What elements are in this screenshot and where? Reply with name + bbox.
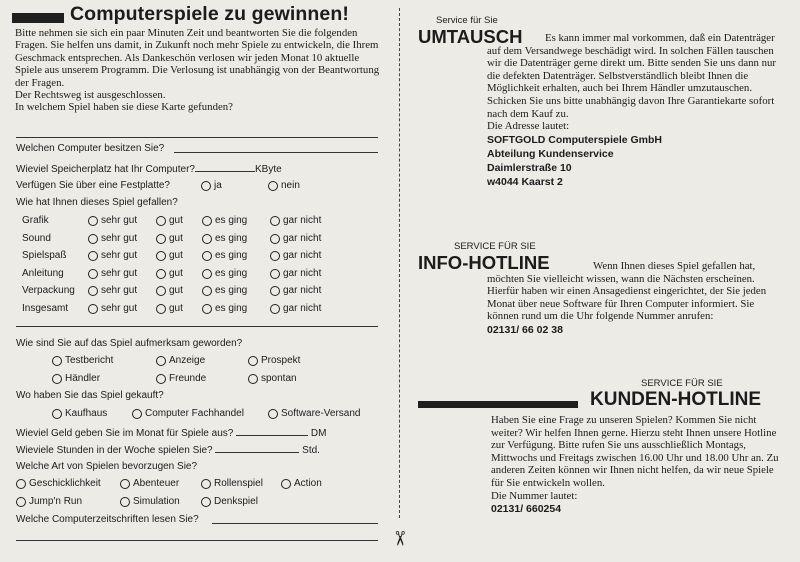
rating-option[interactable] xyxy=(202,233,247,245)
genre-abenteuer[interactable] xyxy=(120,478,179,490)
option-label: Jump'n Run xyxy=(29,496,83,507)
rating-option[interactable] xyxy=(156,303,183,315)
genre-action[interactable] xyxy=(281,478,322,490)
radio-circle[interactable] xyxy=(281,479,291,489)
rating-option[interactable] xyxy=(88,215,137,227)
radio-circle[interactable] xyxy=(156,269,166,279)
option-label: gar nicht xyxy=(283,215,322,226)
option-label: sehr gut xyxy=(101,285,138,296)
hours-unit: Std. xyxy=(302,445,320,456)
title-bar xyxy=(12,13,64,23)
option-label: es ging xyxy=(215,268,248,279)
radio-circle[interactable] xyxy=(202,286,212,296)
option-label: Prospekt xyxy=(261,355,301,366)
bought-fachhandel[interactable] xyxy=(132,408,244,420)
q-hours xyxy=(16,443,320,457)
radio-circle[interactable] xyxy=(120,497,130,507)
radio-circle[interactable] xyxy=(156,234,166,244)
rating-option[interactable] xyxy=(156,233,183,245)
radio-circle[interactable] xyxy=(88,269,98,279)
option-label: sehr gut xyxy=(101,268,138,279)
rating-option[interactable] xyxy=(270,285,321,297)
radio-circle[interactable] xyxy=(88,234,98,244)
rating-option[interactable] xyxy=(270,233,321,245)
kunden-heading: KUNDEN-HOTLINE xyxy=(590,389,761,410)
rating-option[interactable] xyxy=(88,303,137,315)
option-label: gut xyxy=(169,250,183,261)
option-label: es ging xyxy=(215,303,248,314)
attention-haendler[interactable] xyxy=(52,373,100,385)
hours-field[interactable] xyxy=(215,443,299,453)
radio-circle[interactable] xyxy=(270,269,280,279)
option-label: Testbericht xyxy=(65,355,114,366)
harddisk-no[interactable] xyxy=(268,180,300,192)
memory-field[interactable] xyxy=(195,162,255,172)
intro-paragraph: Bitte nehmen sie sich ein paar Minuten Zeit und beantworten Sie die folgenden Fragen. Sie helfen uns damit, in Zukunft noch mehr Spiele zu entwickeln, die Ihrem Geschmack entsprechen. Als Dankeschön verlosen wir jeden Monat 10 aktuelle Spiele aus unserem Programm. Die Verlosung ist unabhängig von der Beantwortung der Fragen. xyxy=(15,27,380,89)
radio-circle[interactable] xyxy=(201,181,211,191)
rating-row-label: Grafik xyxy=(22,215,49,226)
kunden-service-label: SERVICE FÜR SIE xyxy=(641,378,723,389)
option-label: gar nicht xyxy=(283,233,322,244)
memory-unit: KByte xyxy=(254,164,282,175)
rating-option[interactable] xyxy=(88,268,137,280)
rating-row-label: Anleitung xyxy=(22,268,64,279)
rating-option[interactable] xyxy=(270,215,321,227)
kunden-text: Haben Sie eine Frage zu unseren Spielen? Kommen Sie nicht weiter? Wir helfen Ihnen gerne. Hierzu steht Ihnen unsere Hotline zur Verfügung. Bitte rufen Sie uns ausschließlich Montags, Mittwochs und Freitags zwischen 16.00 Uhr und 18.00 Uhr an. Zu anderen Zeiten können wir Ihnen nicht helfen, da wir neue Spiele für Sie entwickeln wollen. xyxy=(491,414,779,489)
option-label: spontan xyxy=(261,373,297,384)
rating-option[interactable] xyxy=(202,285,247,297)
info-phone: 02131/ 66 02 38 xyxy=(487,323,563,336)
radio-circle[interactable] xyxy=(202,304,212,314)
intro-which-game: In welchem Spiel haben sie diese Karte gefunden? xyxy=(15,101,233,114)
info-heading: INFO-HOTLINE xyxy=(418,252,550,273)
option-label: gut xyxy=(169,268,183,279)
q-hours-label: Wieviele Stunden in der Woche spielen Sie? xyxy=(16,445,213,456)
magazines-field-2[interactable] xyxy=(16,540,378,541)
q-genre: Welche Art von Spielen bevorzugen Sie? xyxy=(16,461,198,472)
radio-circle[interactable] xyxy=(270,286,280,296)
attention-spontan[interactable] xyxy=(248,373,297,385)
harddisk-no-label: nein xyxy=(281,180,300,191)
radio-circle[interactable] xyxy=(88,216,98,226)
radio-circle[interactable] xyxy=(268,409,278,419)
radio-circle[interactable] xyxy=(270,251,280,261)
rating-option[interactable] xyxy=(156,285,183,297)
kunden-phone: 02131/ 660254 xyxy=(491,503,562,516)
radio-circle[interactable] xyxy=(88,286,98,296)
option-label: Rollenspiel xyxy=(214,478,263,489)
rating-option[interactable] xyxy=(202,250,247,262)
radio-circle[interactable] xyxy=(88,251,98,261)
rating-option[interactable] xyxy=(270,250,321,262)
option-label: Händler xyxy=(65,373,101,384)
genre-simulation[interactable] xyxy=(120,496,180,508)
genre-geschicklichkeit[interactable] xyxy=(16,478,101,490)
rating-option[interactable] xyxy=(202,268,247,280)
radio-circle[interactable] xyxy=(268,181,278,191)
umtausch-heading: UMTAUSCH xyxy=(418,26,523,47)
q-memory xyxy=(16,162,282,176)
option-label: Geschicklichkeit xyxy=(29,478,101,489)
address-line: Daimlerstraße 10 xyxy=(487,161,572,174)
info-text: Wenn Ihnen dieses Spiel gefallen hat, möchten Sie vielleicht wissen, wann die Nächsten erscheinen. Hierfür haben wir einen Ansagedienst eingerichtet, der Sie jeden Monat über neue Software für Ihren Computer informiert. Sie können rund um die Uhr folgende Nummer anrufen: xyxy=(487,260,767,323)
address-line: SOFTGOLD Computerspiele GmbH xyxy=(487,133,663,146)
cut-line xyxy=(399,8,400,518)
option-label: gut xyxy=(169,303,183,314)
computer-field[interactable] xyxy=(174,152,378,153)
option-label: Denkspiel xyxy=(214,496,258,507)
option-label: gut xyxy=(169,233,183,244)
q-money-label: Wieviel Geld geben Sie im Monat für Spiele aus? xyxy=(16,428,234,439)
q-magazines: Welche Computerzeitschriften lesen Sie? xyxy=(16,514,199,525)
umtausch-text: Es kann immer mal vorkommen, daß ein Datenträger auf dem Versandwege beschädigt wird. In solchen Fällen tauschen wir die Datenträger gerne direkt um. Bitte senden Sie uns dann nur die defekten Datenträger. Selbstverständlich bleibt Ihnen die Möglichkeit erhalten, auch bei Ihrem Händler umzutauschen. Schicken Sie uns bitte unabhängig davon Ihre Garantiekarte sofort nach dem Kauf zu. xyxy=(487,32,777,120)
umtausch-address-label: Die Adresse lautet: xyxy=(487,120,570,133)
radio-circle[interactable] xyxy=(88,304,98,314)
radio-circle[interactable] xyxy=(201,497,211,507)
rating-option[interactable] xyxy=(88,285,137,297)
money-unit: DM xyxy=(310,428,327,439)
option-label: es ging xyxy=(215,250,248,261)
radio-circle[interactable] xyxy=(52,374,62,384)
option-label: es ging xyxy=(215,285,248,296)
kunden-body xyxy=(491,414,785,516)
option-label: sehr gut xyxy=(101,233,138,244)
option-label: gar nicht xyxy=(283,250,322,261)
radio-circle[interactable] xyxy=(156,286,166,296)
radio-circle[interactable] xyxy=(270,234,280,244)
q-rating: Wie hat Ihnen dieses Spiel gefallen? xyxy=(16,197,178,208)
q-bought: Wo haben Sie das Spiel gekauft? xyxy=(16,390,164,401)
attention-prospekt[interactable] xyxy=(248,355,300,367)
umtausch-body xyxy=(487,32,783,189)
radio-circle[interactable] xyxy=(270,304,280,314)
info-service-label: SERVICE FÜR SIE xyxy=(454,241,536,252)
page-title: Computerspiele zu gewinnen! xyxy=(70,3,349,25)
radio-circle[interactable] xyxy=(52,409,62,419)
option-label: Software-Versand xyxy=(281,408,361,419)
money-field[interactable] xyxy=(236,426,308,436)
attention-freunde[interactable] xyxy=(156,373,206,385)
rating-option[interactable] xyxy=(270,268,321,280)
rating-option[interactable] xyxy=(88,250,137,262)
intro-legal: Der Rechtsweg ist ausgeschlossen. xyxy=(15,89,166,102)
option-label: Anzeige xyxy=(169,355,206,366)
rating-row-label: Verpackung xyxy=(22,285,75,296)
radio-circle[interactable] xyxy=(201,479,211,489)
genre-jumpnrun[interactable] xyxy=(16,496,82,508)
option-label: sehr gut xyxy=(101,250,138,261)
radio-circle[interactable] xyxy=(270,216,280,226)
bought-kaufhaus[interactable] xyxy=(52,408,107,420)
option-label: gar nicht xyxy=(283,303,322,314)
option-label: Freunde xyxy=(169,373,207,384)
scissors-icon: ✂ xyxy=(387,530,410,547)
radio-circle[interactable] xyxy=(132,409,142,419)
q-harddisk: Verfügen Sie über eine Festplatte? xyxy=(16,180,170,191)
which-game-line[interactable] xyxy=(16,137,378,138)
kunden-phone-label: Die Nummer lautet: xyxy=(491,489,578,502)
option-label: Computer Fachhandel xyxy=(145,408,244,419)
intro-text xyxy=(15,27,387,114)
genre-rollenspiel[interactable] xyxy=(201,478,263,490)
q-computer: Welchen Computer besitzen Sie? xyxy=(16,143,165,154)
rating-row-label: Spielspaß xyxy=(22,250,67,261)
address-line: w4044 Kaarst 2 xyxy=(487,175,563,188)
radio-circle[interactable] xyxy=(156,374,166,384)
option-label: sehr gut xyxy=(101,215,138,226)
genre-denkspiel[interactable] xyxy=(201,496,258,508)
option-label: Kaufhaus xyxy=(65,408,108,419)
option-label: gar nicht xyxy=(283,268,322,279)
rating-option[interactable] xyxy=(270,303,321,315)
option-label: es ging xyxy=(215,233,248,244)
rating-option[interactable] xyxy=(156,215,183,227)
radio-circle[interactable] xyxy=(156,304,166,314)
kunden-bar xyxy=(418,401,578,408)
rating-row-label: Sound xyxy=(22,233,51,244)
radio-circle[interactable] xyxy=(248,356,258,366)
radio-circle[interactable] xyxy=(156,356,166,366)
radio-circle[interactable] xyxy=(120,479,130,489)
radio-circle[interactable] xyxy=(16,479,26,489)
harddisk-yes-label: ja xyxy=(214,180,222,191)
radio-circle[interactable] xyxy=(156,251,166,261)
option-label: Simulation xyxy=(133,496,180,507)
option-label: es ging xyxy=(215,215,248,226)
radio-circle[interactable] xyxy=(202,251,212,261)
radio-circle[interactable] xyxy=(156,216,166,226)
q-money xyxy=(16,426,326,440)
radio-circle[interactable] xyxy=(202,234,212,244)
q-attention: Wie sind Sie auf das Spiel aufmerksam geworden? xyxy=(16,338,243,349)
radio-circle[interactable] xyxy=(248,374,258,384)
radio-circle[interactable] xyxy=(52,356,62,366)
magazines-field[interactable] xyxy=(212,523,378,524)
rating-option[interactable] xyxy=(88,233,137,245)
divider-line xyxy=(16,326,378,327)
harddisk-yes[interactable] xyxy=(201,180,222,192)
rating-option[interactable] xyxy=(156,268,183,280)
bought-versand[interactable] xyxy=(268,408,361,420)
radio-circle[interactable] xyxy=(202,216,212,226)
option-label: Abenteuer xyxy=(133,478,180,489)
option-label: Action xyxy=(294,478,322,489)
umtausch-service-label: Service für Sie xyxy=(436,15,498,26)
umtausch-address xyxy=(487,133,783,189)
rating-row-label: Insgesamt xyxy=(22,303,69,314)
address-line: Abteilung Kundenservice xyxy=(487,147,614,160)
rating-option[interactable] xyxy=(156,250,183,262)
option-label: sehr gut xyxy=(101,303,138,314)
rating-option[interactable] xyxy=(202,215,247,227)
option-label: gut xyxy=(169,215,183,226)
rating-option[interactable] xyxy=(202,303,247,315)
radio-circle[interactable] xyxy=(16,497,26,507)
option-label: gar nicht xyxy=(283,285,322,296)
info-body xyxy=(487,260,783,337)
option-label: gut xyxy=(169,285,183,296)
radio-circle[interactable] xyxy=(202,269,212,279)
q-memory-label: Wieviel Speicherplatz hat Ihr Computer? xyxy=(16,164,195,175)
attention-testbericht[interactable] xyxy=(52,355,113,367)
attention-anzeige[interactable] xyxy=(156,355,205,367)
